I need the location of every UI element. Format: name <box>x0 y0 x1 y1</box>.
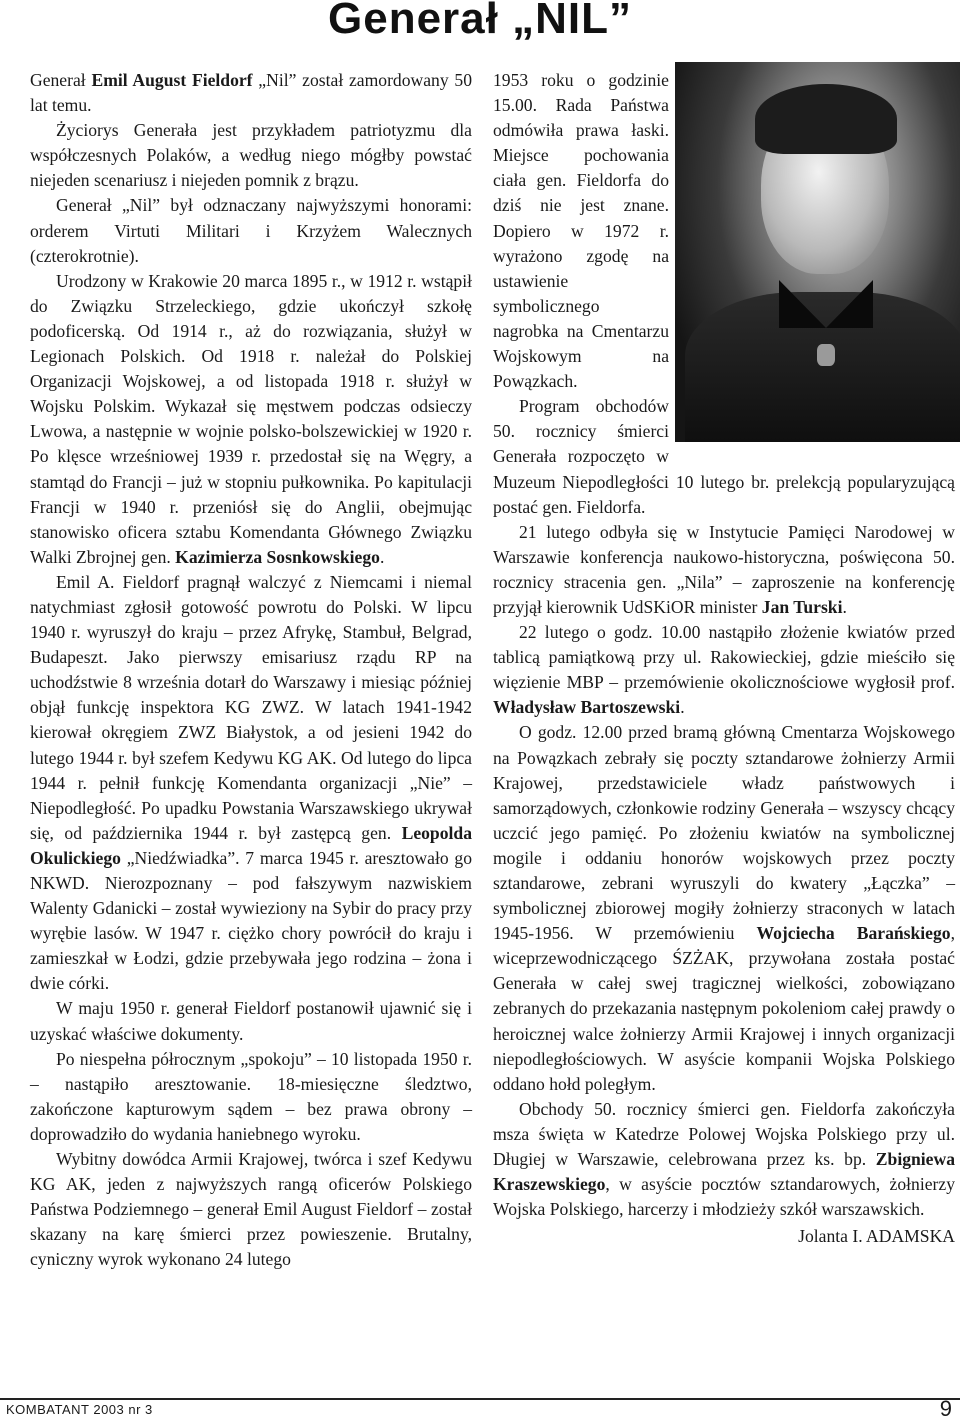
author-signature: Jolanta I. ADAMSKA <box>798 1226 955 1247</box>
paragraph: 22 lutego o godz. 10.00 nastąpiło złożenie kwiatów przed tablicą pamiątkową przy ul. Rakowieckiej, gdzie mieściło się więzienie MBP – przemówienie okolicznościowe wygłosił prof. Władysław Bartoszewski. <box>493 622 955 718</box>
paragraph: Wybitny dowódca Armii Krajowej, twórca i szef Kedywu KG AK, jeden z najwyższych rangą oficerów Polskiego Państwa Podziemnego – generał Emil August Fieldorf – został skazany na karę śmierci przez powieszenie. Brutalny, cyniczny wyrok wykonano 24 lutego <box>30 1149 472 1270</box>
page-number: 9 <box>939 1396 952 1421</box>
eagle-badge-icon <box>817 344 835 366</box>
paragraph: Obchody 50. rocznicy śmierci gen. Fieldorfa zakończyła msza święta w Katedrze Polowej Wojska Polskiego przy ul. Długiej w Warszawie, celebrowana przez ks. bp. Zbigniewa Kraszewskiego, w asyście pocztów sztandarowych, żołnierzy Wojska Polskiego, harcerzy i młodzieży szkół warszawskich. <box>493 1098 955 1220</box>
paragraph: 21 lutego odbyła się w Instytucie Pamięci Narodowej w Warszawie konferencja naukowo-historyczna, poświęcona 50. rocznicy stracenia gen. „Nila” – zaproszenie na konferencję przyjął kierownik UdSKiOR minister Jan Turski. <box>493 521 955 617</box>
paragraph: Po niespełna półrocznym „spokoju” – 10 listopada 1950 r. – nastąpiło aresztowanie. 18-miesięczne śledztwo, zakończone kapturowym sądem – bez prawa obrony – doprowadziło do wydania haniebnego wyroku. <box>30 1048 472 1144</box>
uniform-shape <box>685 292 960 442</box>
paragraph: O godz. 12.00 przed bramą główną Cmentarza Wojskowego na Powązkach zebrały się poczty sztandarowe żołnierzy Armii Krajowej, przedstawiciele władz państwowych i samorządowych, członkowie rodziny Generała – wszyscy chcący uczcić jego pamięć. Po złożeniu kwiatów na symbolicznej mogile i oddaniu honorów wojskowych przez poczty sztandarowe, zebrani wyruszyli do kwatery „Łączka” – symbolicznej zbiorowej mogiły żołnierzy straconych w latach 1945-1956. W przemówieniu Wojciecha Barańskiego, wiceprzewodniczącego ŚZŻAK, przywołana została postać Generała w całej swej tragicznej wielkości, zobowiązano zebranych do przekazania następnym pokoleniom całej prawdy o heroicznej walce żołnierzy Armii Krajowej i innych organizacji niepodległościowych. W asyście kompanii Wojska Polskiego oddano hołd poległym. <box>493 722 955 1094</box>
article-column-right <box>493 68 955 1249</box>
paragraph: Emil A. Fieldorf pragnął walczyć z Niemcami i niemal natychmiast zgłosił gotowość powrotu do Polski. W lipcu 1940 r. wyruszył do kraju – przez Afrykę, Stambuł, Belgrad, Budapeszt. Jako pierwszy emisariusz rządu RP na uchodźstwie 8 września dotarł do Warszawy i miesiąc później objął funkcję inspektora KG ZWZ. W latach 1941-1942 kierował okręgiem ZWZ Białystok, a od jesieni 1942 do lutego 1944 r. był szefem Kedywu KG AK. Od lutego do lipca 1944 r. pełnił funkcję Komendanta organizacji „Nie” – Niepodległość. Po upadku Powstania Warszawskiego ukrywał się, od października 1944 r. był zastępcą gen. Leopolda Okulickiego „Niedźwiadka”. 7 marca 1945 r. aresztowało go NKWD. Nierozpoznany – pod fałszywym nazwiskiem Walenty Gdanicki – został wywieziony na Sybir do pracy przy wyrębie lasów. W 1947 r. ciężko chory powrócił do kraju i zamieszkał w Łodzi, gdzie przebywała jego rodzina – żona i dwie córki. <box>30 571 472 994</box>
article-title: Generał „NIL” <box>328 0 632 43</box>
paragraph: Życiorys Generała jest przykładem patriotyzmu dla współczesnych Polaków, a według niego mógłby powstać niejeden scenariusz i niejeden pomnik z brązu. <box>30 120 472 191</box>
article-column-left <box>30 68 472 1273</box>
paragraph: Generał „Nil” był odznaczany najwyższymi honorami: orderem Virtuti Militari i Krzyżem Walecznych (czterokrotnie). <box>30 195 472 266</box>
paragraph: Urodzony w Krakowie 20 marca 1895 r., w 1912 r. wstąpił do Związku Strzeleckiego, gdzie ukończył szkołę podoficerską. Od 1914 r., aż do rozwiązania, służył w Legionach Polskich. Od 1918 r. należał do Polskiej Organizacji Wojskowej, a od listopada 1918 r. służył w Wojsku Polskim. Wykazał się męstwem podczas odsieczy Lwowa, a następnie w wojnie polsko-bolszewickiej w 1920 r. Po klęsce wrześniowej 1939 r. przedostał się na Węgry, a stamtąd do Francji – już w stopniu pułkownika. Po kapitulacji Francji w 1940 r. przeniósł się do Anglii, obejmując stanowisko oficera sztabu Komendanta Głównego Związku Walki Zbrojnej gen. Kazimierza Sosnkowskiego. <box>30 270 472 567</box>
page-footer <box>0 1398 960 1421</box>
paragraph: Generał Emil August Fieldorf „Nil” został zamordowany 50 lat temu. <box>30 70 472 116</box>
paragraph: Program obchodów 50. rocznicy śmierci Generała rozpoczęto w Muzeum Niepodległości 10 lutego br. prelekcją popularyzującą postać gen. Fieldorfa. <box>493 396 955 517</box>
portrait-photo <box>675 62 960 442</box>
magazine-name: KOMBATANT 2003 nr 3 <box>6 1402 153 1417</box>
paragraph: W maju 1950 r. generał Fieldorf postanowił ujawnić się i uzyskać właściwe dokumenty. <box>30 998 472 1044</box>
paragraph: 1953 roku o godzinie 15.00. Rada Państwa odmówiła prawa łaski. Miejsce pochowania ciała gen. Fieldorfa do dziś nie jest znane. Dopiero w 1972 r. wyrażono zgodę na ustawienie symbolicznego nagrobka na Cmentarzu Wojskowym na Powązkach. <box>493 70 669 392</box>
hair-shape <box>755 84 897 154</box>
